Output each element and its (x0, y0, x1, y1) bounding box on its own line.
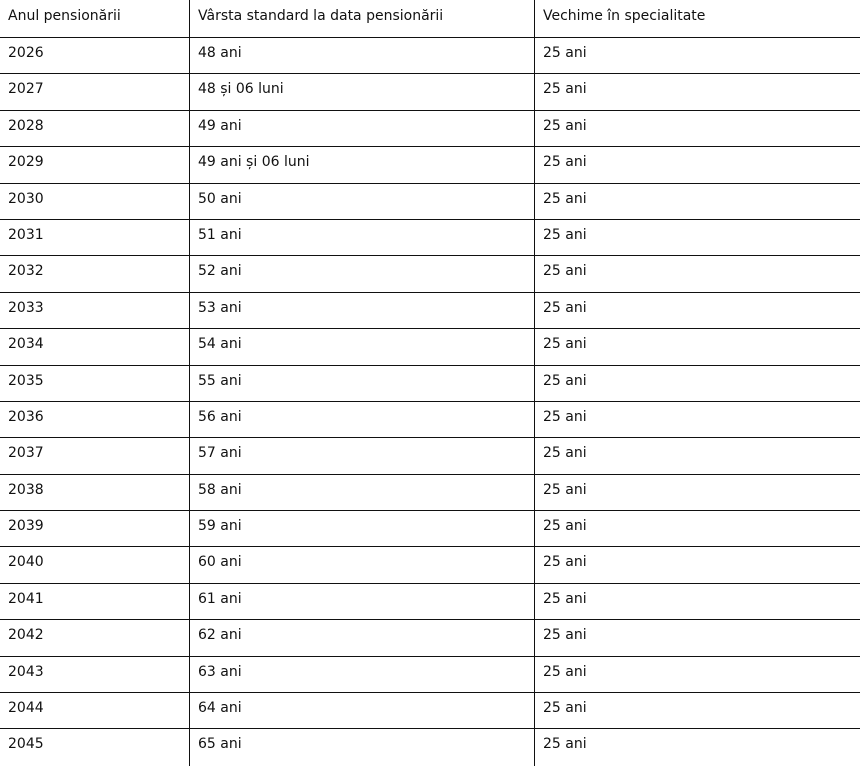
year-cell: 2043 (8, 663, 44, 680)
header-standard-age: Vârsta standard la data pensionării (189, 0, 534, 37)
table-row (0, 74, 860, 110)
seniority-cell: 25 ani (534, 402, 860, 437)
year-cell: 2041 (8, 590, 44, 607)
year-cell: 2034 (8, 336, 44, 353)
seniority-cell: 25 ani (534, 74, 860, 109)
year-cell: 2035 (8, 372, 44, 389)
seniority-cell: 25 ani (534, 438, 860, 473)
table-row (0, 111, 860, 147)
table-row (0, 366, 860, 402)
age-cell: 58 ani (189, 475, 534, 510)
age-cell: 59 ani (189, 511, 534, 546)
age-cell: 55 ani (189, 366, 534, 401)
year-cell: 2030 (8, 190, 44, 207)
year-cell: 2039 (8, 518, 44, 535)
table-row (0, 438, 860, 474)
age-cell: 48 ani (189, 38, 534, 73)
table-row (0, 147, 860, 183)
seniority-cell: 25 ani (534, 547, 860, 582)
age-cell: 65 ani (189, 729, 534, 765)
table-row (0, 693, 860, 729)
year-cell: 2038 (8, 481, 44, 498)
age-cell: 61 ani (189, 584, 534, 619)
table-row (0, 402, 860, 438)
table-header-row (0, 0, 860, 38)
age-cell: 51 ani (189, 220, 534, 255)
year-cell: 2036 (8, 408, 44, 425)
age-cell: 53 ani (189, 293, 534, 328)
age-cell: 54 ani (189, 329, 534, 364)
age-cell: 64 ani (189, 693, 534, 728)
age-cell: 57 ani (189, 438, 534, 473)
table-row (0, 620, 860, 656)
seniority-cell: 25 ani (534, 184, 860, 219)
seniority-cell: 25 ani (534, 111, 860, 146)
seniority-cell: 25 ani (534, 620, 860, 655)
seniority-cell: 25 ani (534, 293, 860, 328)
year-cell: 2026 (8, 45, 44, 61)
year-cell: 2029 (8, 154, 44, 171)
seniority-cell: 25 ani (534, 329, 860, 364)
age-cell: 50 ani (189, 184, 534, 219)
table-row (0, 256, 860, 292)
age-cell: 62 ani (189, 620, 534, 655)
table-row (0, 220, 860, 256)
year-cell: 2042 (8, 627, 44, 644)
seniority-cell: 25 ani (534, 256, 860, 291)
year-cell: 2044 (8, 700, 44, 717)
seniority-cell: 25 ani (534, 729, 860, 765)
seniority-cell: 25 ani (534, 38, 860, 73)
seniority-cell: 25 ani (534, 147, 860, 182)
header-retirement-year: Anul pensionării (8, 8, 121, 24)
table-row (0, 511, 860, 547)
age-cell: 60 ani (189, 547, 534, 582)
seniority-cell: 25 ani (534, 657, 860, 692)
year-cell: 2027 (8, 81, 44, 98)
year-cell: 2040 (8, 554, 44, 571)
seniority-cell: 25 ani (534, 475, 860, 510)
seniority-cell: 25 ani (534, 584, 860, 619)
age-cell: 49 ani și 06 luni (189, 147, 534, 182)
table-row (0, 184, 860, 220)
seniority-cell: 25 ani (534, 366, 860, 401)
seniority-cell: 25 ani (534, 511, 860, 546)
table-row (0, 584, 860, 620)
table-row (0, 547, 860, 583)
table-row (0, 293, 860, 329)
year-cell: 2037 (8, 445, 44, 462)
table-row (0, 38, 860, 74)
header-specialty-seniority: Vechime în specialitate (534, 0, 860, 37)
year-cell: 2032 (8, 263, 44, 280)
age-cell: 49 ani (189, 111, 534, 146)
year-cell: 2031 (8, 226, 44, 243)
year-cell: 2033 (8, 299, 44, 316)
seniority-cell: 25 ani (534, 693, 860, 728)
year-cell: 2028 (8, 117, 44, 134)
table-row (0, 329, 860, 365)
table-row (0, 657, 860, 693)
table-row (0, 729, 860, 765)
age-cell: 63 ani (189, 657, 534, 692)
table-row (0, 475, 860, 511)
year-cell: 2045 (8, 736, 44, 753)
age-cell: 48 și 06 luni (189, 74, 534, 109)
age-cell: 56 ani (189, 402, 534, 437)
age-cell: 52 ani (189, 256, 534, 291)
seniority-cell: 25 ani (534, 220, 860, 255)
